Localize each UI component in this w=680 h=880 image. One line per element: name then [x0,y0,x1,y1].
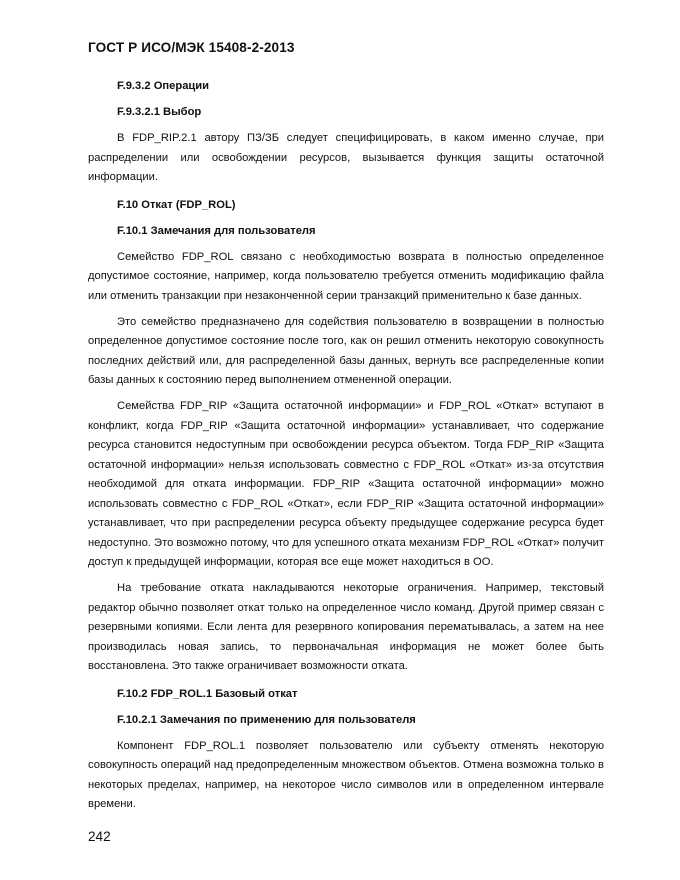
heading-f102: F.10.2 FDP_ROL.1 Базовый откат [117,687,298,700]
page-number: 242 [88,829,111,844]
document-header: ГОСТ Р ИСО/МЭК 15408-2-2013 [88,40,295,55]
paragraph-rol-4: На требование отката накладываются некоторые ограничения. Например, текстовый редактор обычно позволяет откат только на определенное число команд. Другой пример связан с резервными копиями. Если лента для резервного копирования перематывалась, а затем на нее производилась новая запись, то первоначальная информация не может более быть восстановлена. Это также ограничивает возможности отката. [88,582,604,672]
heading-f1021: F.10.2.1 Замечания по применению для пользователя [117,713,416,726]
paragraph-rol-3: Семейства FDP_RIP «Защита остаточной информации» и FDP_ROL «Откат» вступают в конфликт, когда FDP_RIP «Защита остаточной информации» устанавливает, что содержание ресурса становится недоступным при освобождении ресурса объектом. Тогда FDP_RIP «Защита остаточной информации» нельзя использовать совместно с FDP_ROL «Откат» из-за отсутствия необходимой для отката информации. FDP_RIP «Защита остаточной информации» можно использовать совместно с FDP_ROL «Откат», если FDP_RIP «Защита остаточной информации» устанавливает, что при распределении ресурса объекту предыдущее содержание ресурса будет недоступно. Это возможно потому, что для успешного отката механизм FDP_ROL «Откат» получит доступ к предыдущей информации, которая все еще может находиться в ОО. [88,400,604,568]
document-body [88,77,604,815]
paragraph-rol-1: Семейство FDP_ROL связано с необходимостью возврата в полностью определенное допустимое состояние, например, когда пользователю требуется отменить модификацию файла или отменить транзакции при незаконченной серии транзакций применительно к базе данных. [88,250,604,302]
heading-f93221: F.9.3.2.1 Выбор [117,106,202,118]
heading-f9322: F.9.3.2 Операции [117,80,210,92]
paragraph-select: В FDP_RIP.2.1 автору ПЗ/ЗБ следует специфицировать, в каком именно случае, при распределении или освобождении ресурсов, вызывается функция защиты остаточной информации. [88,132,604,183]
heading-f101: F.10.1 Замечания для пользователя [117,224,316,237]
heading-f10: F.10 Откат (FDP_ROL) [117,198,236,211]
paragraph-rol1: Компонент FDP_ROL.1 позволяет пользователю или субъекту отменять некоторую совокупность операций над предопределенным множеством объектов. Отмена возможна только в некоторых пределах, например, на некоторое число символов или в определенном интервале времени. [88,739,604,810]
paragraph-rol-2: Это семейство предназначено для содействия пользователю в возвращении в полностью определенное допустимое состояние после того, как он решил отменить некоторую совокупность последних действий или, для распределенной базы данных, вернуть все распределенные копии базы данных к состоянию перед выполнением отмененной операции. [88,315,604,386]
